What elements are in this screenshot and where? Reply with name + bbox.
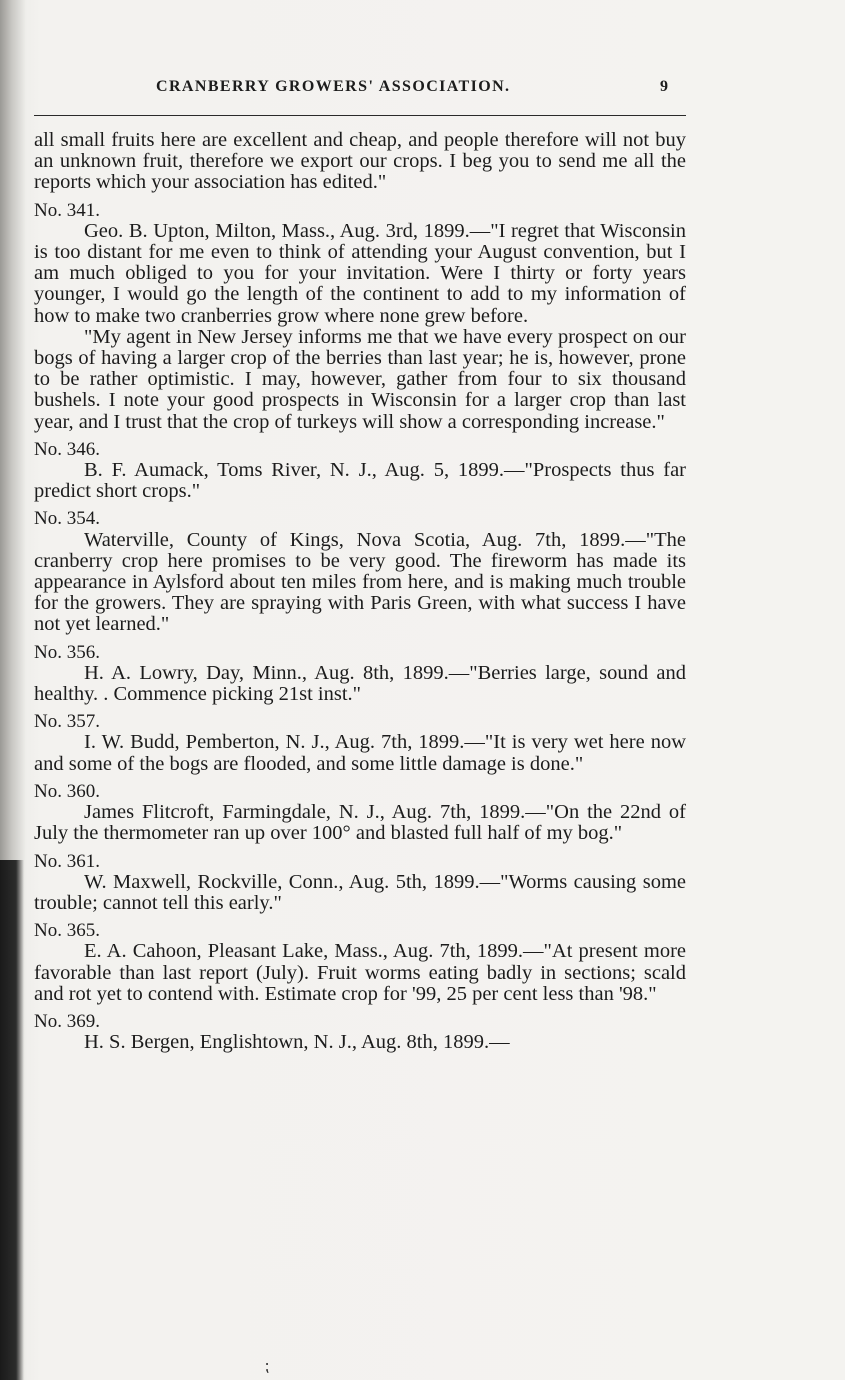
running-header-title: CRANBERRY GROWERS' ASSOCIATION. <box>156 78 511 95</box>
entry-text: H. S. Bergen, Englishtown, N. J., Aug. 8th, 1899.— <box>84 1031 510 1054</box>
entry-number: No. 357. <box>34 711 100 733</box>
entry-number: No. 354. <box>34 508 100 530</box>
entry-number: No. 356. <box>34 641 100 663</box>
page-number: 9 <box>660 78 668 95</box>
entry-number: No. 360. <box>34 780 100 802</box>
footer-mark: ⁏ <box>264 1356 270 1375</box>
entry-text: I. W. Budd, Pemberton, N. J., Aug. 7th, 1899.—"It is very wet here now and some of the bogs are flooded, and some little damage is done." <box>34 731 686 775</box>
entry-text: E. A. Cahoon, Pleasant Lake, Mass., Aug. 7th, 1899.—"At present more favorable than last report (July). Fruit worms eating badly in sections; scald and rot yet to contend with. Estimate crop for '99, 25 per cent less than '98." <box>34 940 686 1005</box>
entry-number: No. 346. <box>34 438 100 460</box>
entry-text: W. Maxwell, Rockville, Conn., Aug. 5th, 1899.—"Worms causing some trouble; cannot tell this early." <box>34 870 686 914</box>
entry-text: "My agent in New Jersey informs me that we have every prospect on our bogs of having a larger crop of the berries than last year; he is, however, prone to be rather optimistic. I may, however, gather from four to six thousand bushels. I note your good prospects in Wisconsin for a larger crop than last year, and I trust that the crop of turkeys will show a corresponding increase." <box>34 325 686 433</box>
entry-text: James Flitcroft, Farmingdale, N. J., Aug. 7th, 1899.—"On the 22nd of July the thermometer ran up over 100° and blasted full half of my bog." <box>34 801 686 845</box>
entry-text: B. F. Aumack, Toms River, N. J., Aug. 5, 1899.—"Prospects thus far predict short crops." <box>34 459 686 503</box>
intro-paragraph: all small fruits here are excellent and cheap, and people therefore will not buy an unknown fruit, therefore we export our crops. I beg you to send me all the reports which your association has edited." <box>34 129 686 194</box>
entry-number: No. 365. <box>34 920 100 942</box>
entry-text: H. A. Lowry, Day, Minn., Aug. 8th, 1899.—"Berries large, sound and healthy. . Commence picking 21st inst." <box>34 661 686 706</box>
page-body <box>34 130 686 1053</box>
page-edge-dark <box>0 860 24 1380</box>
entry-number: No. 369. <box>34 1010 100 1032</box>
entry-text: Waterville, County of Kings, Nova Scotia, Aug. 7th, 1899.—"The cranberry crop here promises to be very good. The fireworm has made its appearance in Aylsford about ten miles from here, and is making much trouble for the growers. They are spraying with Paris Green, with what success I have not yet learned." <box>34 528 686 636</box>
header-rule <box>34 115 686 116</box>
entry-text: Geo. B. Upton, Milton, Mass., Aug. 3rd, 1899.—"I regret that Wisconsin is too distant for me even to think of attending your August convention, but I am much obliged to you for your invitation. Were I thirty or forty years younger, I would go the length of the continent to add to my information of how to make two cranberries grow where none grew before. <box>34 219 686 327</box>
entry-number: No. 341. <box>34 199 100 221</box>
entry-number: No. 361. <box>34 850 100 872</box>
